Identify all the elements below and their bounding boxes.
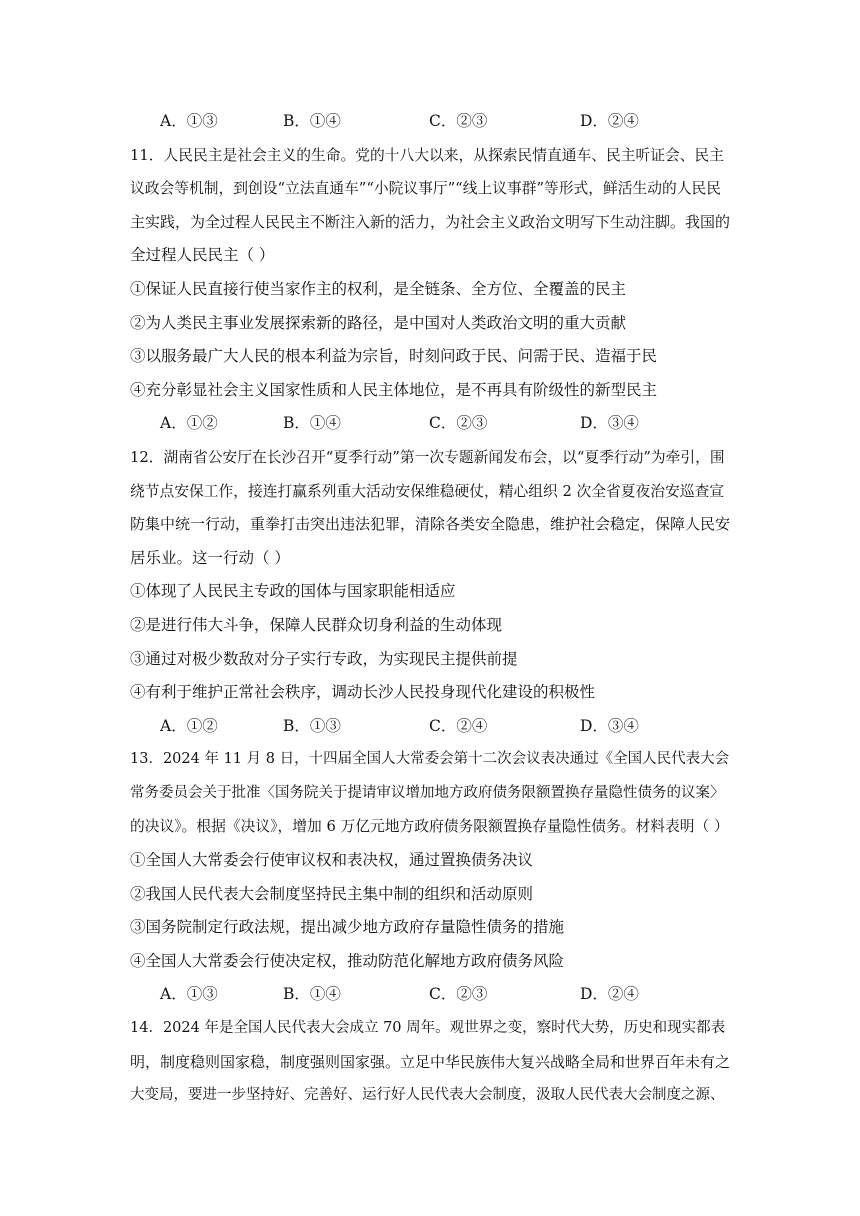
q13-stem-line: 的决议》。根据《决议》，增加 6 万亿元地方政府债务限额置换存量隐性债务。材料表明（ ） bbox=[130, 818, 729, 836]
q11-item: ④充分彰显社会主义国家性质和人民主体地位，是不再具有阶级性的新型民主 bbox=[130, 380, 658, 399]
q14-stem-line: 大变局，要进一步坚持好、完善好、运行好人民代表大会制度，汲取人民代表大会制度之源、 bbox=[130, 1087, 725, 1104]
exam-page bbox=[130, 105, 730, 1113]
q11-option-d: D．③④ bbox=[580, 414, 639, 433]
q10-option-c: C．②③ bbox=[429, 112, 488, 130]
q11-option-b: B．①④ bbox=[283, 414, 341, 433]
q12-item: ②是进行伟大斗争，保障人民群众切身利益的生动体现 bbox=[130, 615, 503, 634]
q14-stem-line: 明，制度稳则国家稳，制度强则国家强。立足中华民族伟大复兴战略全局和世界百年未有之 bbox=[130, 1052, 730, 1071]
q10-option-b: B．①④ bbox=[283, 112, 341, 130]
q12-stem-line: 防集中统一行动，重拳打击突出违法犯罪，清除各类安全隐患，维护社会稳定，保障人民安 bbox=[130, 515, 730, 534]
q13-option-a: A．①③ bbox=[160, 985, 218, 1004]
question-14 bbox=[130, 1012, 730, 1113]
q10-option-d: D．②④ bbox=[580, 112, 639, 130]
q12-option-a: A．①② bbox=[160, 716, 218, 735]
q12-options bbox=[130, 710, 730, 744]
q12-stem-line: 12．湖南省公安厅在长沙召开“夏季行动”第一次专题新闻发布会，以“夏季行动”为牵引，围 bbox=[130, 448, 725, 466]
q11-stem-line: 主实践，为全过程人民民主不断注入新的活力，为社会主义政治文明写下生动注脚。我国的 bbox=[130, 212, 730, 231]
q11-option-a: A．①② bbox=[160, 414, 218, 433]
q11-options bbox=[130, 407, 730, 441]
q12-option-b: B．①③ bbox=[283, 716, 341, 735]
q12-option-c: C．②④ bbox=[429, 716, 488, 735]
question-11 bbox=[130, 139, 730, 441]
q11-stem-line: 全过程人民民主（ ） bbox=[130, 246, 275, 265]
q12-stem-line: 绕节点安保工作，接连打赢系列重大活动安保维稳硬仗，精心组织 2 次全省夏夜治安巡查宣 bbox=[130, 482, 725, 500]
q11-item: ①保证人民直接行使当家作主的权利，是全链条、全方位、全覆盖的民主 bbox=[130, 279, 627, 298]
q13-item: ④全国人大常委会行使决定权，推动防范化解地方政府债务风险 bbox=[130, 951, 565, 970]
q10-options bbox=[130, 105, 730, 139]
q13-stem-line: 常务委员会关于批准〈国务院关于提请审议增加地方政府债务限额置换存量隐性债务的议案〉 bbox=[130, 784, 725, 801]
q12-item: ①体现了人民民主专政的国体与国家职能相适应 bbox=[130, 582, 456, 601]
q11-item: ②为人类民主事业发展探索新的路径，是中国对人类政治文明的重大贡献 bbox=[130, 313, 627, 332]
q13-options bbox=[130, 978, 730, 1012]
q11-option-c: C．②③ bbox=[429, 414, 488, 433]
q13-option-b: B．①④ bbox=[283, 985, 341, 1004]
q12-item: ④有利于维护正常社会秩序，调动长沙人民投身现代化建设的积极性 bbox=[130, 683, 596, 702]
q13-option-d: D．②④ bbox=[580, 985, 639, 1004]
q13-item: ②我国人民代表大会制度坚持民主集中制的组织和活动原则 bbox=[130, 884, 534, 903]
q10-option-a: A．①③ bbox=[160, 112, 218, 130]
q12-item: ③通过对极少数敌对分子实行专政，为实现民主提供前提 bbox=[130, 649, 518, 668]
q12-option-d: D．③④ bbox=[580, 716, 639, 735]
q11-item: ③以服务最广大人民的根本利益为宗旨，时刻问政于民、问需于民、造福于民 bbox=[130, 347, 658, 366]
q13-option-c: C．②③ bbox=[429, 985, 488, 1004]
q11-stem-line: 11．人民民主是社会主义的生命。党的十八大以来，从探索民情直通车、民主听证会、民主 bbox=[130, 146, 725, 164]
q13-stem-line: 13．2024 年 11 月 8 日，十四届全国人大常委会第十二次会议表决通过《全国人民代表大会 bbox=[130, 751, 730, 768]
q11-stem-line: 议政会等机制，到创设“立法直通车”“小院议事厅”“线上议事群”等形式，鲜活生动的人民民 bbox=[130, 180, 721, 198]
q13-item: ③国务院制定行政法规，提出减少地方政府存量隐性债务的措施 bbox=[130, 918, 565, 937]
q12-stem-line: 居乐业。这一行动（ ） bbox=[130, 548, 290, 567]
question-13 bbox=[130, 743, 730, 1012]
question-12 bbox=[130, 441, 730, 743]
q13-item: ①全国人大常委会行使审议权和表决权，通过置换债务决议 bbox=[130, 851, 534, 870]
q14-stem-line: 14．2024 年是全国人民代表大会成立 70 周年。观世界之变，察时代大势，历史和现实都表 bbox=[130, 1020, 726, 1037]
